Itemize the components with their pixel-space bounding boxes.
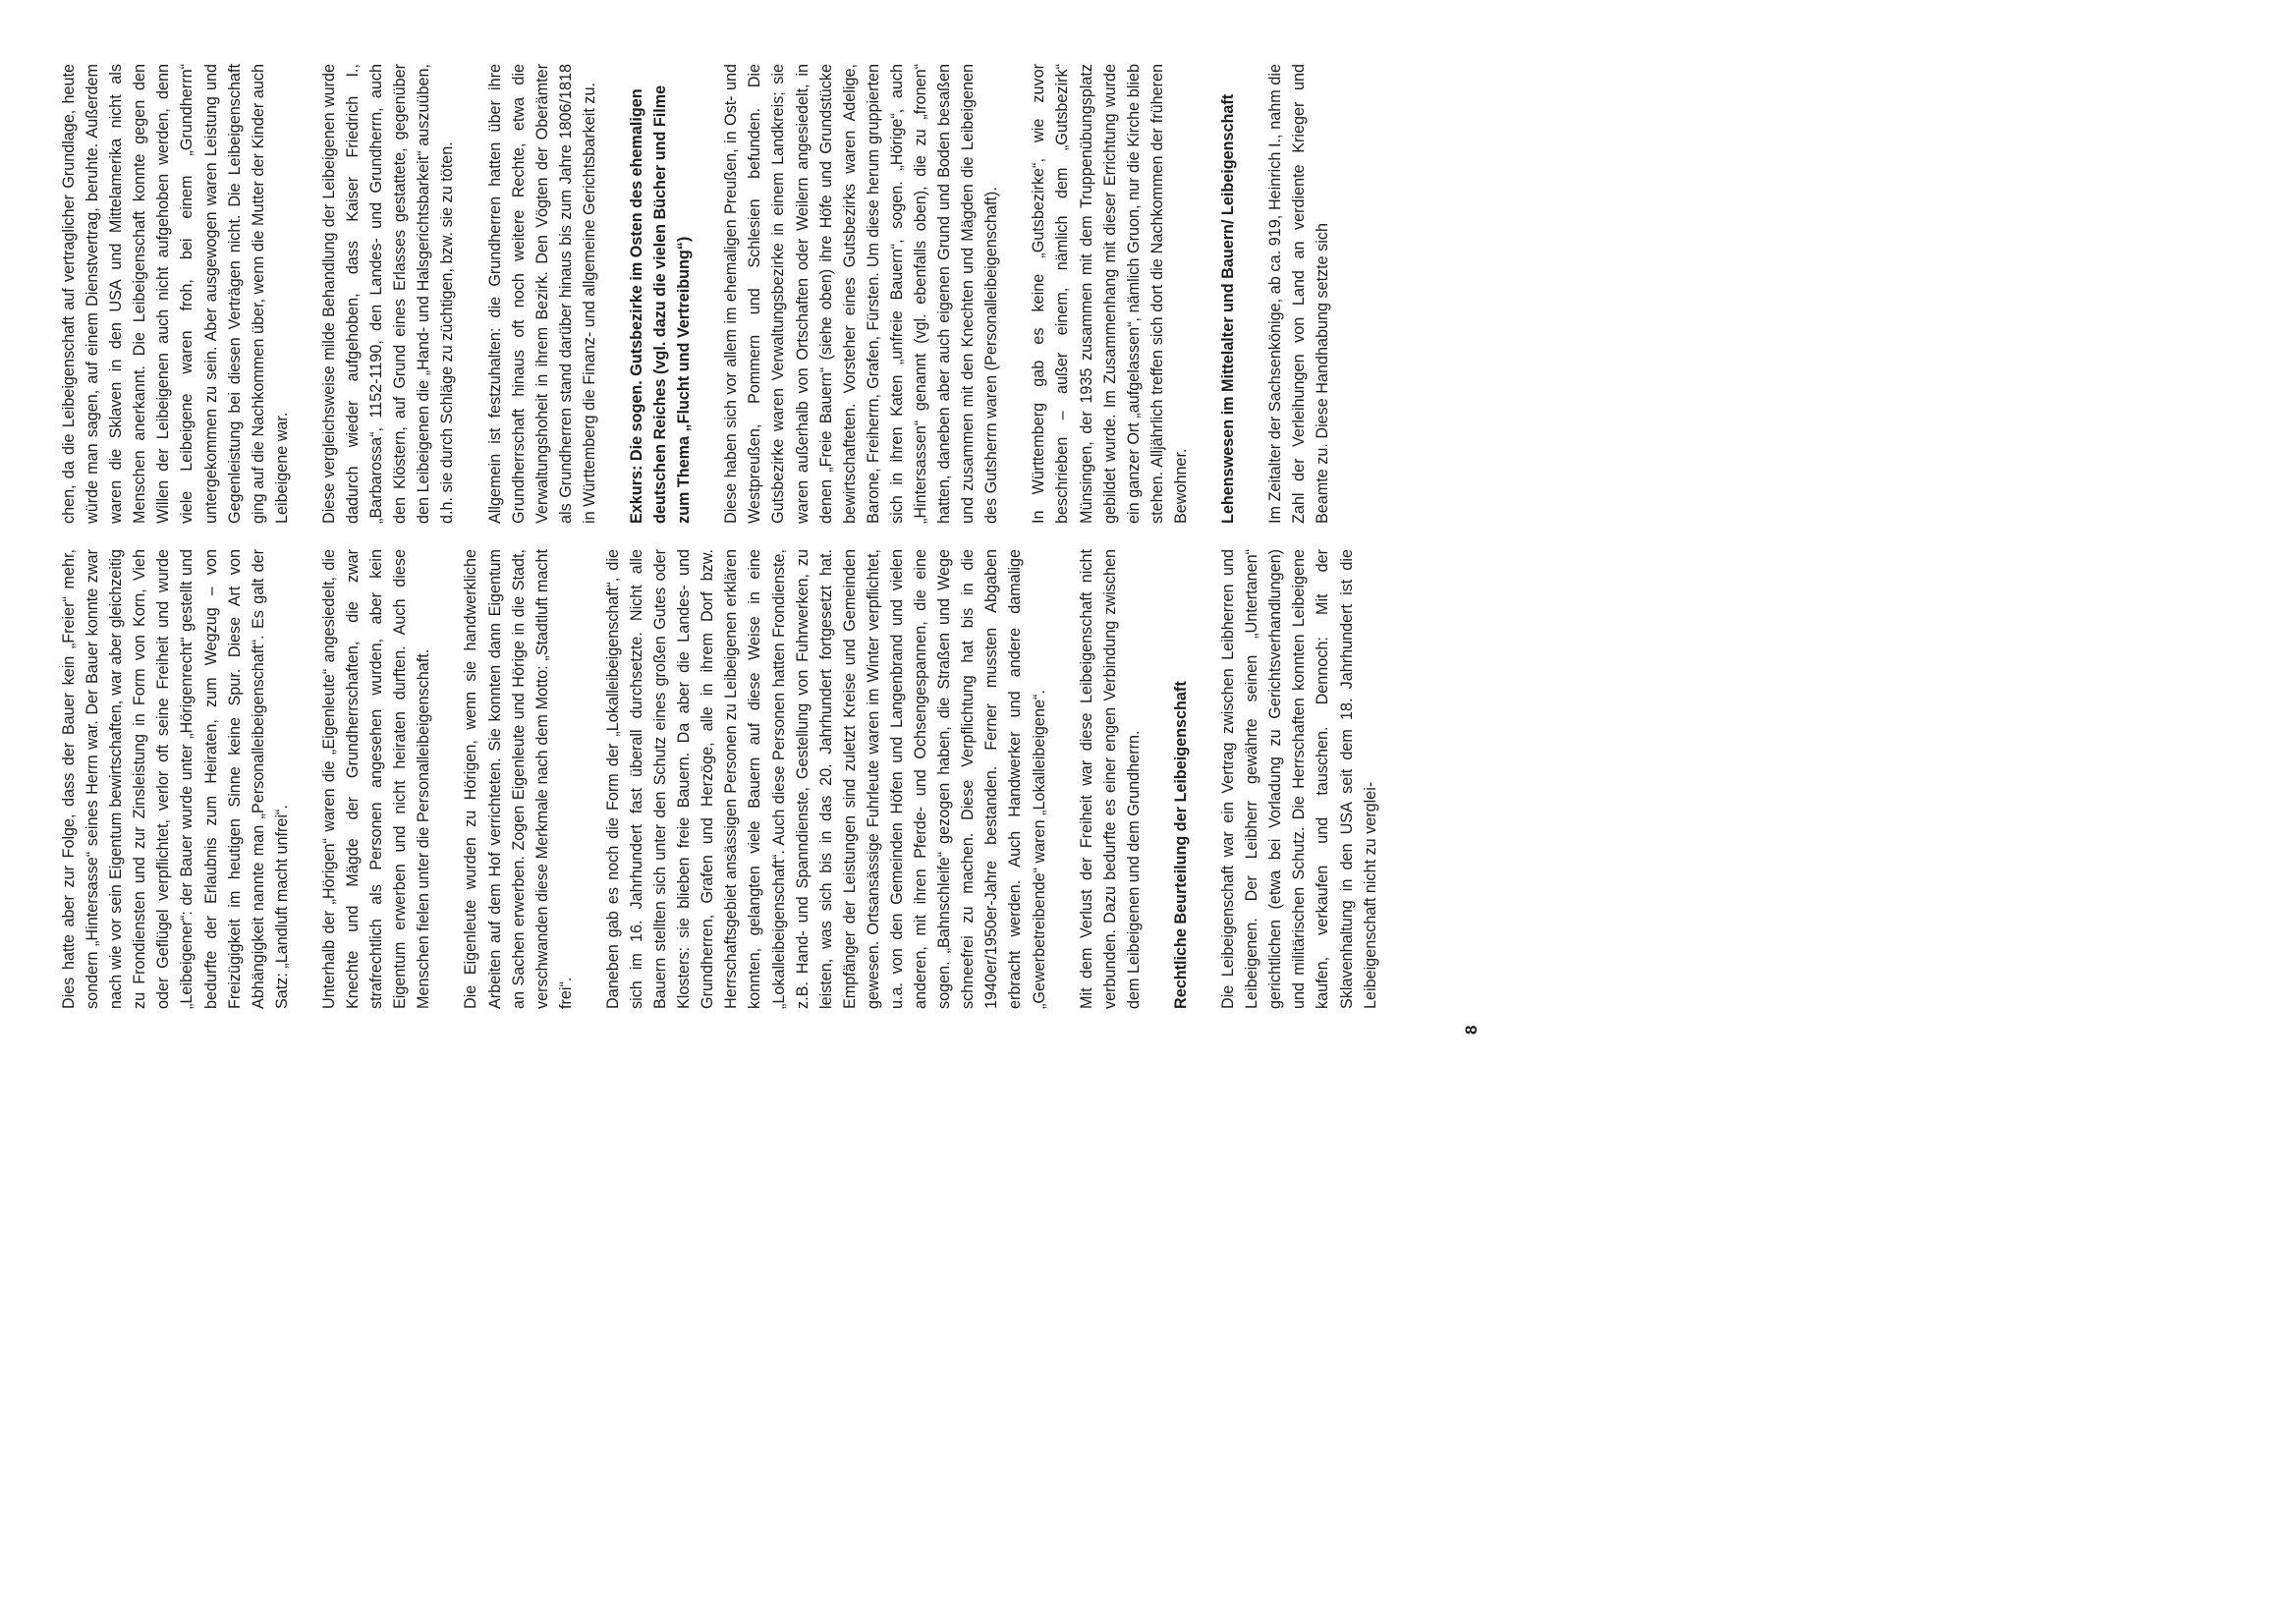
rotated-document-page xyxy=(0,0,1531,1082)
paragraph: Diese vergleichsweise milde Behandlung der Leibeigenen wurde dadurch wieder aufgehoben, dass Kaiser Friedrich I., „Barbarossa“, 1152-1190, den Landes- und Grundherrn, auch den Klöstern, auf Grund eines Erlasses gestattete, gegenüber den Leibeigenen die „Hand- und Halsgerichtsbarkeit“ auszuüben, d.h. sie durch Schläge zu züchtigen, bzw. sie zu töten. xyxy=(319,64,457,524)
page-number: 8 xyxy=(1462,1025,1481,1035)
section-heading: Exkurs: Die sogen. Gutsbezirke im Osten des ehemaligen deutschen Reiches (vgl. dazu die vielen Bücher und Filme zum Thema „Flucht und Vertreibung“) xyxy=(627,84,694,524)
paragraph: Allgemein ist festzuhalten: die Grundherren hatten über ihre Grundherrschaft hinaus oft noch weitere Rechte, etwa die Verwaltungshoheit in ihrem Bezirk. Den Vögten der Oberämter als Grundherren stand darüber hinaus bis zum Jahre 1806/1818 in Württemberg die Finanz- und allgemeine Gerichtsbarkeit zu. xyxy=(485,64,598,524)
paragraph: Die Eigenleute wurden zu Hörigen, wenn sie handwerkliche Arbeiten auf dem Hof verrichteten. Sie konnten dann Eigentum an Sachen erwerben. Zogen Eigenleute und Hörige in die Stadt, verschwanden diese Merkmale nach dem Motto: „Stadtluft macht frei“. xyxy=(462,549,575,1009)
section-heading: Lehenswesen im Mittelalter und Bauern/ Leibeigenschaft xyxy=(1219,93,1238,524)
left-column xyxy=(57,549,1406,1009)
paragraph: Dies hatte aber zur Folge, dass der Bauer kein „Freier“ mehr, sondern „Hintersasse“ seines Herrn war. Der Bauer konnte zwar nach wie vor sein Eigentum bewirtschaften, war aber gleichzeitig zu Frondiensten und zur Zinsleistung in Form von Korn, Vieh oder Geflügel verpflichtet, verlor oft seine Freiheit und wurde „Leibeigener“: der Bauer wurde unter „Hörigenrecht“ gestellt und bedurfte der Erlaubnis zum Heiraten, zum Wegzug – von Freizügigkeit im heutigen Sinne keine Spur. Diese Art von Abhängigkeit nannte man „Personalleibeigenschaft“. Es galt der Satz: „Landluft macht unfrei“. xyxy=(60,549,291,1009)
paragraph: Unterhalb der „Hörigen“ waren die „Eigenleute“ angesiedelt, die Knechte und Mägde der Grundherrschaften, die zwar strafrechtlich als Personen angesehen wurden, aber kein Eigentum erwerben und nicht heiraten durften. Auch diese Menschen fielen unter die Personalleibeigenschaft. xyxy=(319,549,433,1009)
paragraph: Diese haben sich vor allem im ehemaligen Preußen, in Ost- und Westpreußen, Pommern und Schlesien befunden. Die Gutsbezirke waren Verwaltungsbezirke in einem Landkreis; sie waren außerhalb von Ortschaften oder Weilern angesiedelt, in denen „Freie Bauern“ (siehe oben) ihre Höfe und Grundstücke bewirtschafteten. Vorsteher eines Gutsbezirks waren Adelige, Barone, Freiherrn, Grafen, Fürsten. Um diese herum gruppierten sich in ihren Katen „unfreie Bauern“, sogen. „Hörige“, auch „Hintersassen“ genannt (vgl. ebenfalls oben), die zu „fronen“ hatten, daneben aber auch eigenen Grund und Boden besaßen und zusammen mit den Knechten und Mägden die Leibeigenen des Gutsherrn waren (Personalleibeigenschaft). xyxy=(722,64,1001,524)
paragraph: Mit dem Verlust der Freiheit war diese Leibeigenschaft nicht verbunden. Dazu bedurfte es einer engen Verbindung zwischen dem Leibeigenen und dem Grundherrn. xyxy=(1077,549,1143,1009)
paragraph: Die Leibeigenschaft war ein Vertrag zwischen Leibherren und Leibeigenen. Der Leibherr gewährte seinen „Untertanen“ gerichtlichen (etwa bei Vorladung zu Gerichtsverhandlungen) und militärischen Schutz. Die Herrschaften konnten Leibeigene kaufen, verkaufen und tauschen. Dennoch: Mit der Sklavenhaltung in den USA seit dem 18. Jahrhundert ist die Leibeigenschaft nicht zu verglei- xyxy=(1219,549,1379,1009)
paragraph: Daneben gab es noch die Form der „Lokalleibeigenschaft“, die sich im 16. Jahrhundert fast überall durchsetzte. Nicht alle Bauern stellten sich unter den Schutz eines großen Gutes oder Klosters: sie blieben freie Bauern. Da aber die Landes- und Grundherren, Grafen und Herzöge, alle in ihrem Dorf bzw. Herrschaftsgebiet ansässigen Personen zu Leibeigenen erklären konnten, gelangten viele Bauern auf diese Weise in eine „Lokalleibeigenschaft“. Auch diese Personen hatten Frondienste, z.B. Hand- und Spanndienste, Gestellung von Fuhrwerken, zu leisten, was sich bis in das 20. Jahrhundert fortgesetzt hat. Empfänger der Leistungen sind zuletzt Kreise und Gemeinden gewesen. Ortsansässige Fuhrleute waren im Winter verpflichtet, u.a. von den Gemeinden Höfen und Langenbrand und vielen anderen, mit ihren Pferde- und Ochsengespannen, die eine sogen. „Bahnschleife“ gezogen haben, die Straßen und Wege schneefrei zu machen. Diese Verpflichtung hat bis in die 1940er/1950er-Jahre bestanden. Ferner mussten Abgaben erbracht werden. Auch Handwerker und andere damalige „Gewerbetreibende“ waren „Lokalleibeigene“. xyxy=(603,549,1048,1009)
paragraph: In Württemberg gab es keine „Gutsbezirke“, wie zuvor beschrieben – außer einem, nämlich dem „Gutsbezirk“ Münsingen, der 1935 zusammen mit dem Truppenübungsplatz gebildet wurde. Im Zusammenhang mit dieser Errichtung wurde ein ganzer Ort „aufgelassen“, nämlich Gruon, nur die Kirche blieb stehen. Alljährlich treffen sich dort die Nachkommen der früheren Bewohner. xyxy=(1030,64,1190,524)
right-column xyxy=(57,64,1358,524)
paragraph: Im Zeitalter der Sachsenkönige, ab ca. 919, Heinrich I., nahm die Zahl der Verleihungen von Land an verdiente Krieger und Beamte zu. Diese Handhabung setzte sich xyxy=(1266,64,1332,524)
paragraph: chen, da die Leibeigenschaft auf vertraglicher Grundlage, heute würde man sagen, auf einem Dienstvertrag, beruhte. Außerdem waren die Sklaven in den USA und Mittelamerika nicht als Menschen anerkannt. Die Leibeigenschaft konnte gegen den Willen der Leibeigenen auch nicht aufgehoben werden, denn viele Leibeigene waren froh, bei einem „Grundherrn“ untergekommen zu sein. Aber ausgewogen waren Leistung und Gegenleistung bei diesen Verträgen nicht. Die Leibeigenschaft ging auf die Nachkommen über, wenn die Mutter der Kinder auch Leibeigene war. xyxy=(60,64,291,524)
section-heading: Rechtliche Beurteilung der Leibeigenschaft xyxy=(1171,681,1190,1009)
